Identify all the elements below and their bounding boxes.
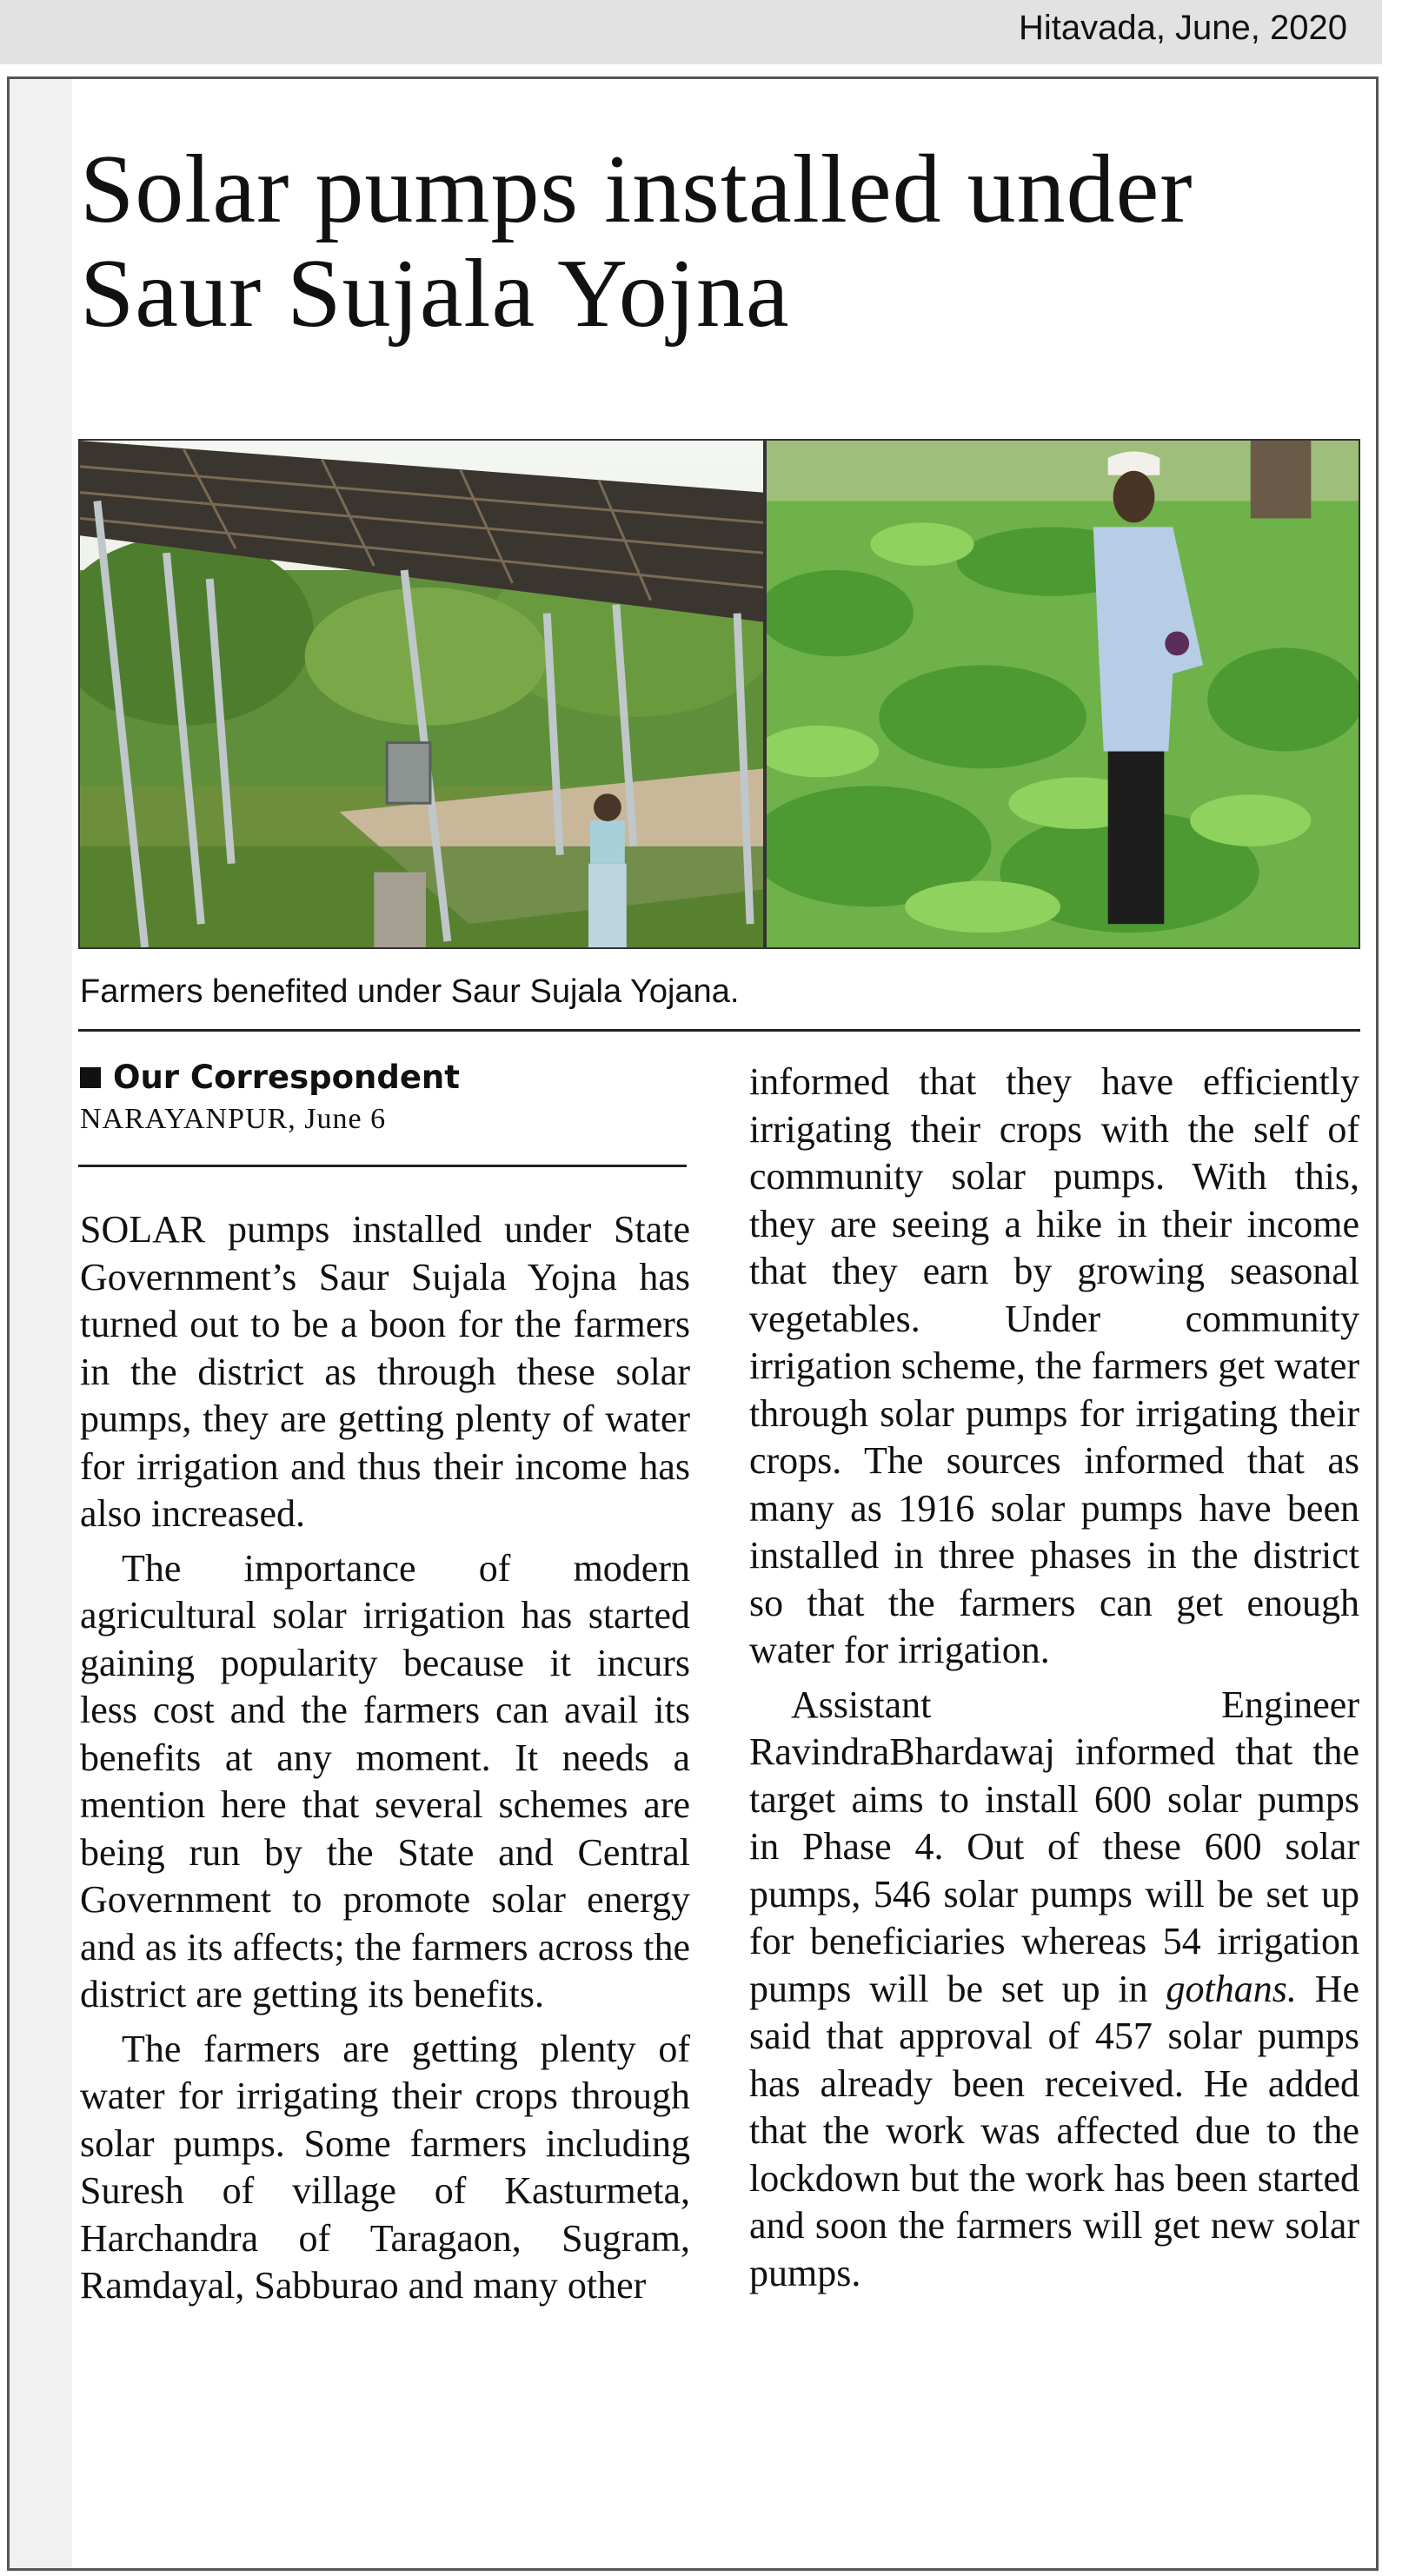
- paragraph-3-part-2: informed that they have efficiently irrigating their crops with the self of community solar pumps. With this, they are seeing a hike in their income that they earn by growing seasonal vegetables. Under community irrigation scheme, the farmers get water through solar pumps for irrigating their crops. The sources informed that as many as 1916 solar pumps have been installed in three phases in the district so that the farmers can get enough water for irrigation.: [749, 1060, 1359, 1671]
- byline-divider: [78, 1165, 687, 1167]
- paragraph-1: SOLAR pumps installed under State Government’s Saur Sujala Yojna has turned out to be a boon for the farmers in the district as through these solar pumps, they are getting plenty of water for irrigation and thus their income has also increased.: [80, 1208, 690, 1535]
- headline: Solar pumps installed under Saur Sujala Yojna: [80, 136, 1193, 348]
- solar-panel-shed-icon: [80, 441, 763, 947]
- paragraph-3-part-1: The farmers are getting plenty of water for irrigating their crops through solar pumps. Some farmers including Suresh of village of Kasturmeta, Harchandra of Taragaon, Sugram, Ramdayal, Sabburao and many other: [80, 2027, 690, 2307]
- byline-text: Our Correspondent: [113, 1059, 460, 1096]
- solar-panel-shed-photo: [78, 439, 765, 949]
- byline-block: [80, 1059, 688, 1136]
- farmer-in-field-icon: [767, 441, 1359, 947]
- paragraph-4: [749, 1682, 1359, 2298]
- caption-divider: [78, 1029, 1360, 1032]
- paragraph-4-end: He said that approval of 457 solar pumps has already been received. He added that the work was affected due to the lockdown but the work has been started and soon the farmers will get new solar pumps.: [749, 1967, 1359, 2294]
- left-margin: [10, 79, 72, 2568]
- article-column-right: [749, 1059, 1359, 2297]
- farmer-in-field-photo: [765, 439, 1360, 949]
- square-bullet-icon: [80, 1067, 101, 1088]
- paragraph-2: The importance of modern agricultural solar irrigation has started gaining popularity because it incurs less cost and the farmers can avail its benefits at any moment. It needs a mention here that several schemes are being run by the State and Central Government to promote solar energy and as its affects; the farmers across the district are getting its benefits.: [80, 1546, 690, 2015]
- paragraph-4-italic: gothans.: [1166, 1967, 1297, 2010]
- photo-caption: Farmers benefited under Saur Sujala Yojana.: [80, 973, 740, 1010]
- byline: [80, 1059, 688, 1096]
- article-column-left: [80, 1206, 690, 2310]
- paragraph-4-start: Assistant Engineer RavindraBhardawaj informed that the target aims to install 600 solar pumps in Phase 4. Out of these 600 solar pumps, 546 solar pumps will be set up for beneficiaries whereas 54 irrigation pumps will be set up in: [749, 1683, 1359, 2010]
- dateline: NARAYANPUR, June 6: [80, 1103, 387, 1135]
- source-label: Hitavada, June, 2020: [1018, 9, 1347, 47]
- source-bar: [0, 0, 1382, 64]
